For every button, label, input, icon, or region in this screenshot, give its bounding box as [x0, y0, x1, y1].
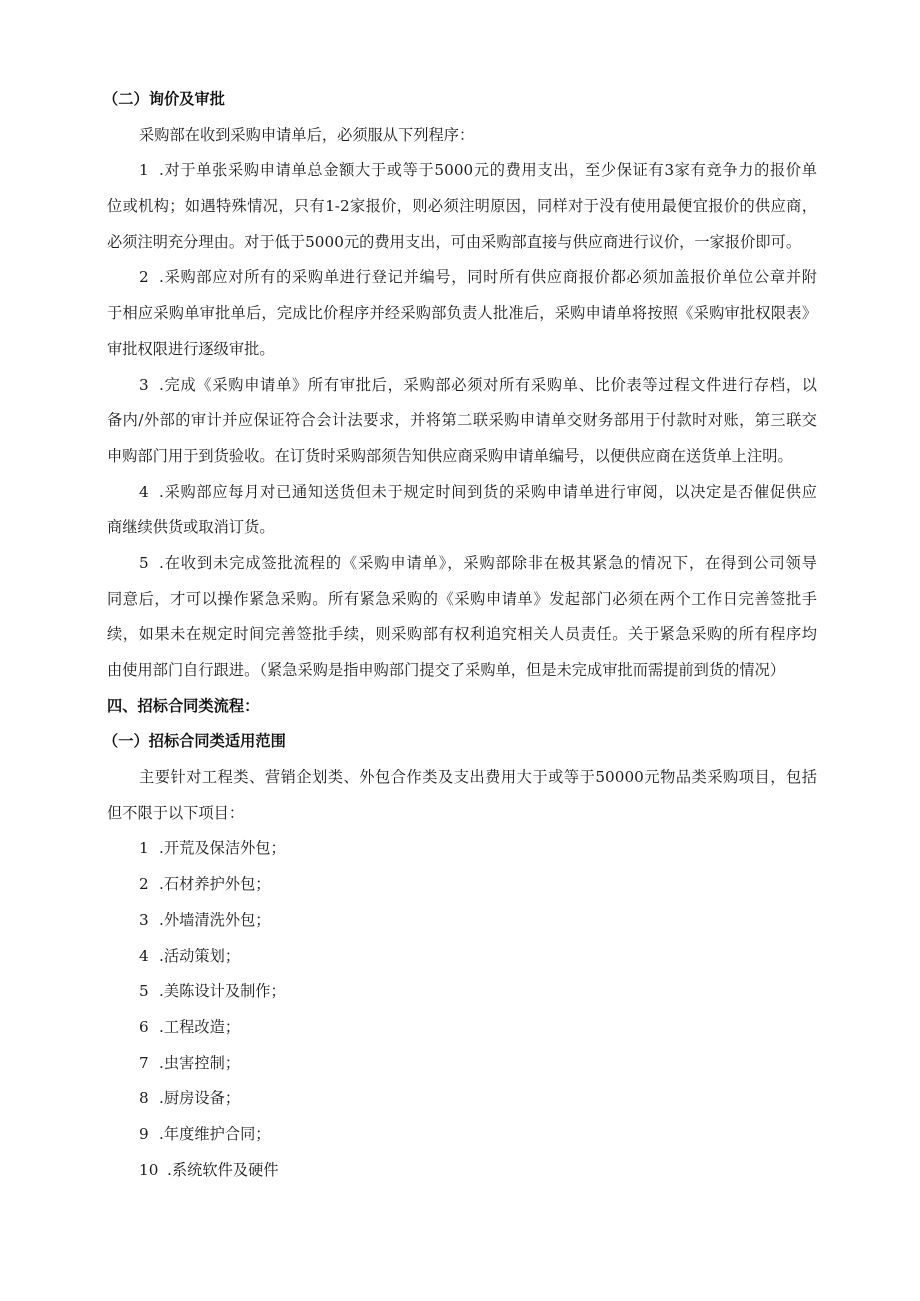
- list-item: 7 .虫害控制；: [139, 1053, 241, 1072]
- section-intro: 采购部在收到采购申请单后，必须服从下列程序：: [139, 125, 475, 144]
- list-item: 4 .活动策划；: [139, 946, 241, 965]
- list-item: 8 .厨房设备；: [139, 1089, 241, 1108]
- scope-intro-line-1: 主要针对工程类、营销企划类、外包合作类及支出费用大于或等于50000元物品类采购项目，包括: [139, 768, 817, 787]
- item-number: 4: [139, 482, 149, 501]
- document-page: [103, 82, 817, 1188]
- item-number: 5: [139, 553, 149, 572]
- paragraph-1-line-1: 1 .对于单张采购申请单总金额大于或等于5000元的费用支出，至少保证有3家有竞争力的报价单: [107, 153, 817, 189]
- paragraph-5-line-3: 续，如果未在规定时间完善签批手续，则采购部有权利追究相关人员责任。关于紧急采购的所有程序均: [107, 625, 817, 644]
- paragraph-3-line-3: 申购部门用于到货验收。在订货时采购部须告知供应商采购申请单编号，以便供应商在送货单上注明。: [107, 446, 793, 465]
- paragraph-5-line-1: 5 .在收到未完成签批流程的《采购申请单》，采购部除非在极其紧急的情况下，在得到公司领导: [107, 546, 817, 582]
- paragraph-1-line-3: 必须注明充分理由。对于低于5000元的费用支出，可由采购部直接与供应商进行议价，一家报价即可。: [107, 232, 802, 251]
- paragraph-4-line-2: 商继续供货或取消订货。: [107, 518, 275, 537]
- list-item: 9 .年度维护合同；: [139, 1124, 271, 1143]
- paragraph-3-line-1: 3 .完成《采购申请单》所有审批后，采购部必须对所有采购单、比价表等过程文件进行存档，以: [107, 368, 817, 404]
- section-heading-inquiry-approval: （二）询价及审批: [103, 90, 225, 108]
- paragraph-2-line-2: 于相应采购单审批单后，完成比价程序并经采购部负责人批准后，采购申请单将按照《采购审批权限表》: [107, 304, 817, 323]
- list-item: 10 .系统软件及硬件: [139, 1160, 279, 1179]
- paragraph-5-line-2: 同意后，才可以操作紧急采购。所有紧急采购的《采购申请单》发起部门必须在两个工作日完善签批手: [107, 589, 817, 608]
- item-number: 1: [139, 161, 149, 180]
- list-item: 2 .石材养护外包；: [139, 875, 271, 894]
- list-item: 5 .美陈设计及制作；: [139, 982, 286, 1001]
- item-number: 3: [139, 375, 149, 394]
- paragraph-4-line-1: 4 .采购部应每月对已通知送货但未于规定时间到货的采购申请单进行审阅，以决定是否催促供应: [107, 475, 817, 511]
- list-item: 1 .开荒及保洁外包；: [139, 839, 286, 858]
- item-number: 2: [139, 268, 149, 287]
- scope-intro-line-2: 但不限于以下项目：: [107, 803, 245, 822]
- paragraph-2-line-3: 审批权限进行逐级审批。: [107, 339, 275, 358]
- paragraph-2-line-1: 2 .采购部应对所有的采购单进行登记并编号，同时所有供应商报价都必须加盖报价单位公章并附: [107, 260, 817, 296]
- subsection-heading-scope: （一）招标合同类适用范围: [103, 732, 286, 751]
- paragraph-3-line-2: 备内/外部的审计并应保证符合会计法要求，并将第二联采购申请单交财务部用于付款时对账，第三联交: [107, 411, 817, 430]
- section-heading-tender-contract: 四、招标合同类流程：: [107, 696, 260, 715]
- paragraph-1-line-2: 位或机构；如遇特殊情况，只有1-2家报价，则必须注明原因，同样对于没有使用最便宜报价的供应商，: [107, 197, 817, 216]
- list-item: 3 .外墙清洗外包；: [139, 910, 271, 929]
- list-item: 6 .工程改造；: [139, 1017, 241, 1036]
- paragraph-5-line-4: 由使用部门自行跟进。（紧急采购是指申购部门提交了采购单，但是未完成审批而需提前到货的情况）: [107, 661, 786, 679]
